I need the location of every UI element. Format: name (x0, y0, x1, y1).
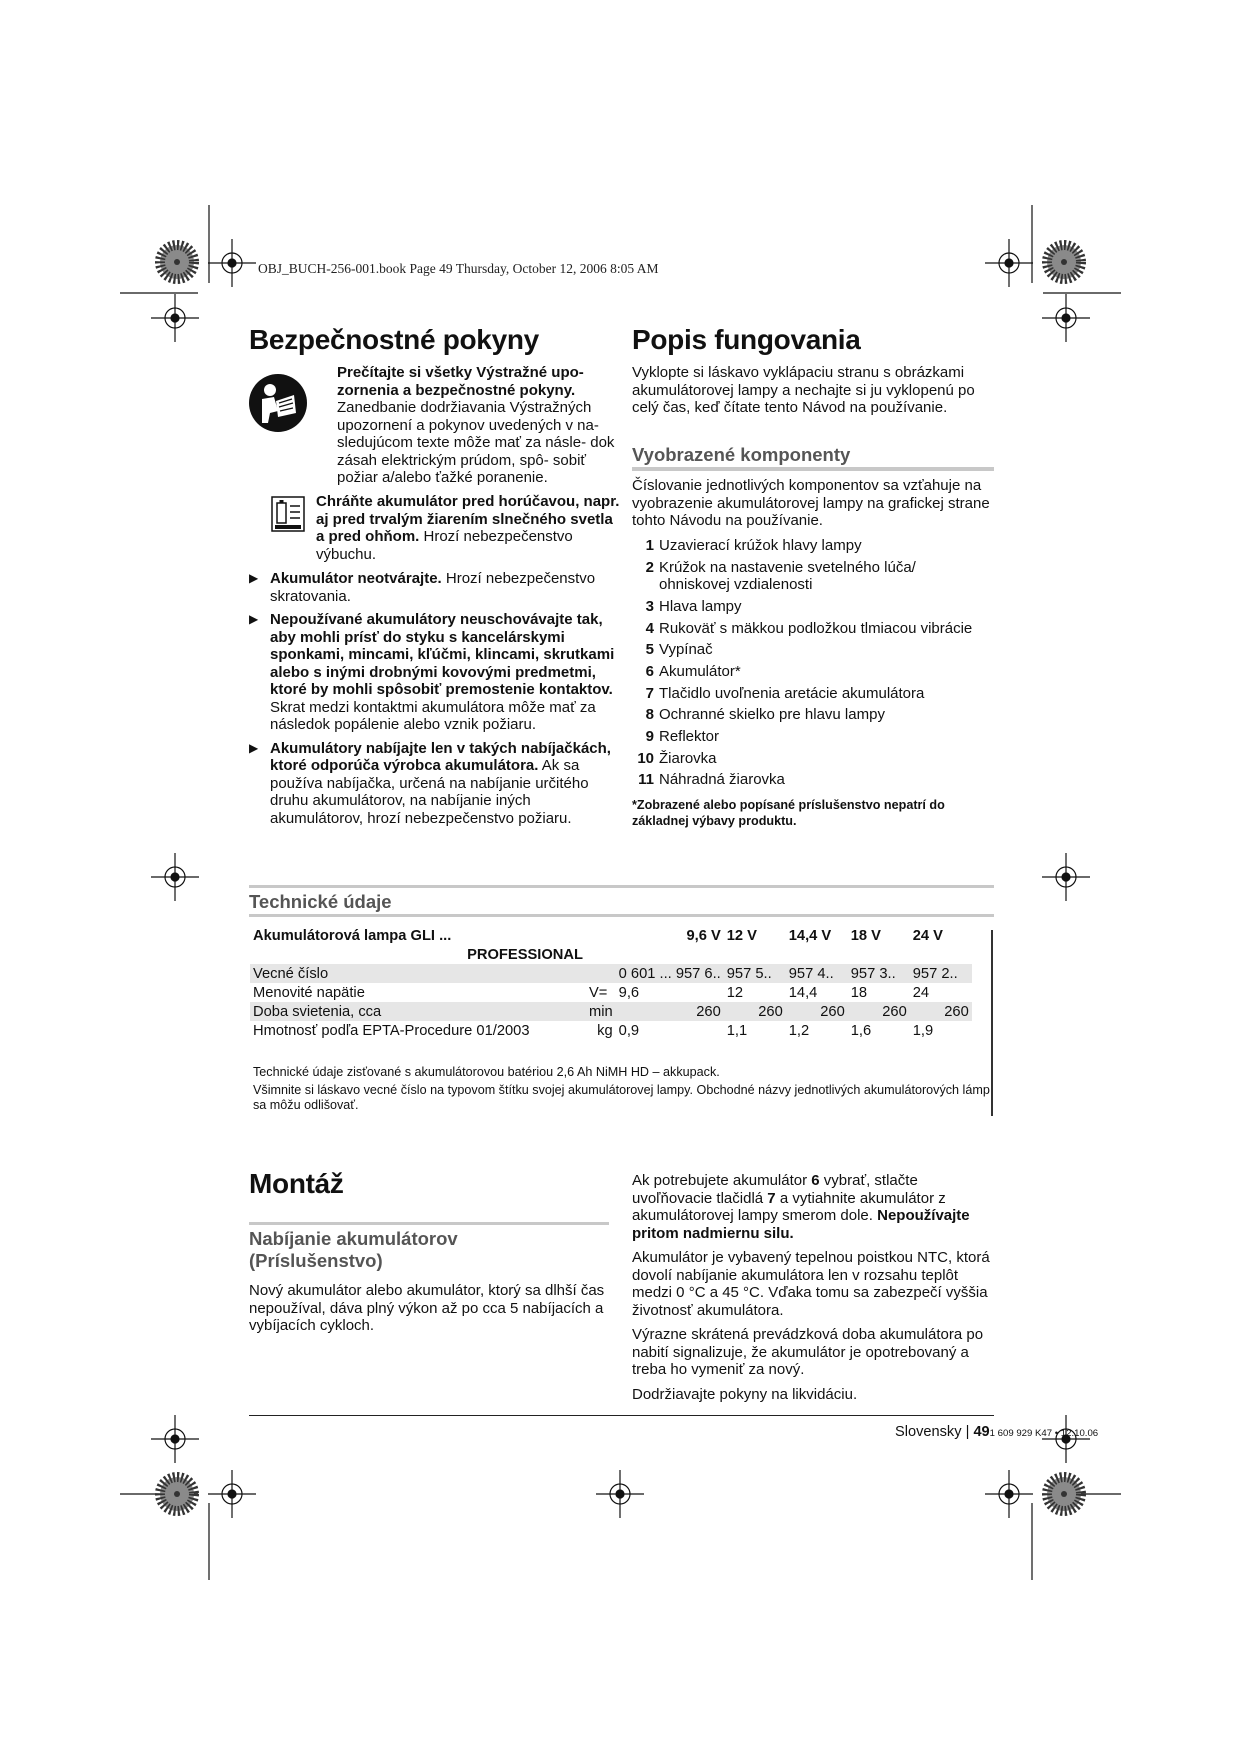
triangle-bullet-icon: ▶ (249, 571, 259, 585)
read-warning-bold: Prečítajte si všetky Výstražné upo- zornenia a bezpečnostné pokyny. (337, 364, 584, 399)
read-warning-block (337, 364, 617, 487)
triangle-bullet-icon: ▶ (249, 740, 259, 755)
components-list (632, 537, 1002, 793)
charging-title: Nabíjanie akumulátorov (Príslušenstvo) (249, 1228, 458, 1271)
section-rule (632, 467, 994, 471)
list-item: 5 Vypínač (645, 641, 713, 659)
list-item: 6 Akumulátor* (645, 662, 741, 680)
list-item: ▶ Akumulátory nabíjajte len v takých nabíjačkách, ktoré odporúča výrobca akumulátora. Ak sa používa nabíjačka, určená na nabíjanie určitého druhu akumulátorov, na nabíjanie iných akumulátorov, hrozí nebezpečenstvo požiaru. (249, 739, 611, 827)
components-title: Vyobrazené komponenty (632, 444, 851, 465)
section-rule (249, 1222, 609, 1225)
ntc-text: Akumulátor je vybavený tepelnou poistkou NTC, ktorá dovolí nabíjanie akumulátora len v rozsahu teplôt medzi 0 °C a 45 °C. Vďaka tomu sa zabezpečí vyššia životnosť akumulátora. (632, 1249, 990, 1319)
page-number: 49 (973, 1424, 990, 1440)
safety-bullet-list (249, 570, 619, 831)
list-item: 8 Ochranné skielko pre hlavu lampy (645, 706, 885, 724)
list-item: 2 Krúžok na nastavenie svetelného lúča/ ohniskovej vzdialenosti (645, 558, 916, 594)
list-item: ▶ Akumulátor neotvárajte. Hrozí nebezpečenstvo skratovania. (249, 570, 596, 605)
function-title: Popis fungovania (632, 324, 861, 355)
heat-warning-block (316, 493, 622, 563)
triangle-bullet-icon: ▶ (249, 612, 259, 626)
book-header: OBJ_BUCH-256-001.book Page 49 Thursday, October 12, 2006 8:05 AM (258, 261, 659, 276)
list-item: 3 Hlava lampy (645, 597, 742, 615)
assembly-title: Montáž (249, 1168, 344, 1199)
list-item: 11 Náhradná žiarovka (638, 771, 785, 789)
tech-notes: Technické údaje zisťované s akumulátorovou batériou 2,6 Ah NiMH HD – akkupack. Všimnite si láskavo vecné číslo na typovom štítku svojej akumulátorovej lampy. Obchodné názvy jednotlivých akumulátorových lámp sa môžu odlišovať. (253, 1065, 990, 1112)
tech-title: Technické údaje (249, 891, 392, 912)
accessory-note: *Zobrazené alebo popísané príslušenstvo nepatrí do základnej výbavy produktu. (632, 798, 945, 828)
heat-warning-bold: Chráňte akumulátor pred horúčavou, napr. aj pred trvalým žiarením slnečného svetla a pred ohňom. (316, 493, 620, 545)
table-row: Vecné číslo 0 601 ... 957 6.. 957 5.. 957 4.. 957 3.. 957 2.. (250, 964, 972, 983)
read-manual-icon (248, 373, 308, 433)
table-row: Hmotnosť podľa EPTA-Procedure 01/2003 kg 0,9 1,1 1,2 1,6 1,9 (253, 1022, 934, 1039)
components-intro: Číslovanie jednotlivých komponentov sa vzťahuje na vyobrazenie akumulátorovej lampy na grafickej strane tohto Návodu na používanie. (632, 477, 990, 529)
list-item: 1 Uzavierací krúžok hlavy lampy (645, 537, 862, 554)
footer-rule (249, 1415, 994, 1416)
table-row: PROFESSIONAL (467, 946, 583, 963)
table-row: Doba svietenia, cca min 260 260 260 260 260 (250, 1002, 972, 1021)
assembly-right-column (632, 1172, 997, 1403)
footer-language: Slovensky (895, 1424, 962, 1440)
worn-battery-text: Výrazne skrátená prevádzková doba akumulátora po nabití signalizuje, že akumulátor je opotrebovaný a treba ho vymeniť za nový. (632, 1326, 984, 1378)
footer-code: 1 609 929 K47 • 12.10.06 (989, 1428, 1099, 1439)
table-row: Akumulátorová lampa GLI ... 9,6 V 12 V 14,4 V 18 V 24 V (253, 927, 943, 944)
battery-removal-text: Ak potrebujete akumulátor 6 vybrať, stlačte uvoľňovacie tlačidlá 7 a vytiahnite akumulátor z akumulátorovej lampy smerom dole. Nepoužívajte pritom nadmiernu silu. (632, 1172, 970, 1242)
list-item: ▶ Nepoužívané akumulátory neuschovávajte tak, aby mohli prísť do styku s kancelárskymi sponkami, mincami, kľúčmi, klincami, skrutkami alebo s inými drobnými kovovými predmetmi, ktoré by mohli spôsobiť premostenie kontaktov. Skrat medzi kontaktmi akumulátora môže mať za následok popálenie alebo vznik požiaru. (249, 611, 615, 733)
list-item: 7 Tlačidlo uvoľnenia aretácie akumulátora (645, 684, 925, 702)
footer-separator: | (965, 1424, 970, 1440)
page-footer (895, 1424, 1098, 1440)
read-warning-text: Zanedbanie dodržiavania Výstražných upozornení a pokynov uvedených v na- sledujúcom texte môže mať za násle- dok zásah elektrickým prúdom, spô- sobiť požiar a/alebo ťažké poranenie. (337, 399, 615, 486)
tech-data-table (250, 926, 972, 1040)
table-row: Menovité napätie V= 9,6 12 14,4 18 24 (253, 984, 930, 1001)
list-item: 9 Reflektor (645, 728, 720, 745)
function-intro: Vyklopte si láskavo vyklápaciu stranu s obrázkami akumulátorovej lampy a nechajte si ju vyklopenú po celý čas, keď čítate tento Návod na používanie. (632, 364, 975, 416)
battery-heat-icon (271, 496, 305, 532)
disposal-text: Dodržiavajte pokyny na likvidáciu. (632, 1385, 858, 1403)
safety-title: Bezpečnostné pokyny (249, 324, 539, 355)
heat-warning-text: Hrozí nebezpečenstvo výbuchu. (316, 528, 573, 563)
charging-text: Nový akumulátor alebo akumulátor, ktorý sa dlhší čas nepoužíval, dáva plný výkon až po cca 5 nabíjacích a vybíjacích cykloch. (249, 1282, 605, 1334)
section-rule (249, 885, 994, 888)
list-item: 10 Žiarovka (637, 749, 717, 767)
section-rule (249, 914, 994, 917)
list-item: 4 Rukoväť s mäkkou podložkou tlmiacou vibrácie (645, 619, 973, 637)
